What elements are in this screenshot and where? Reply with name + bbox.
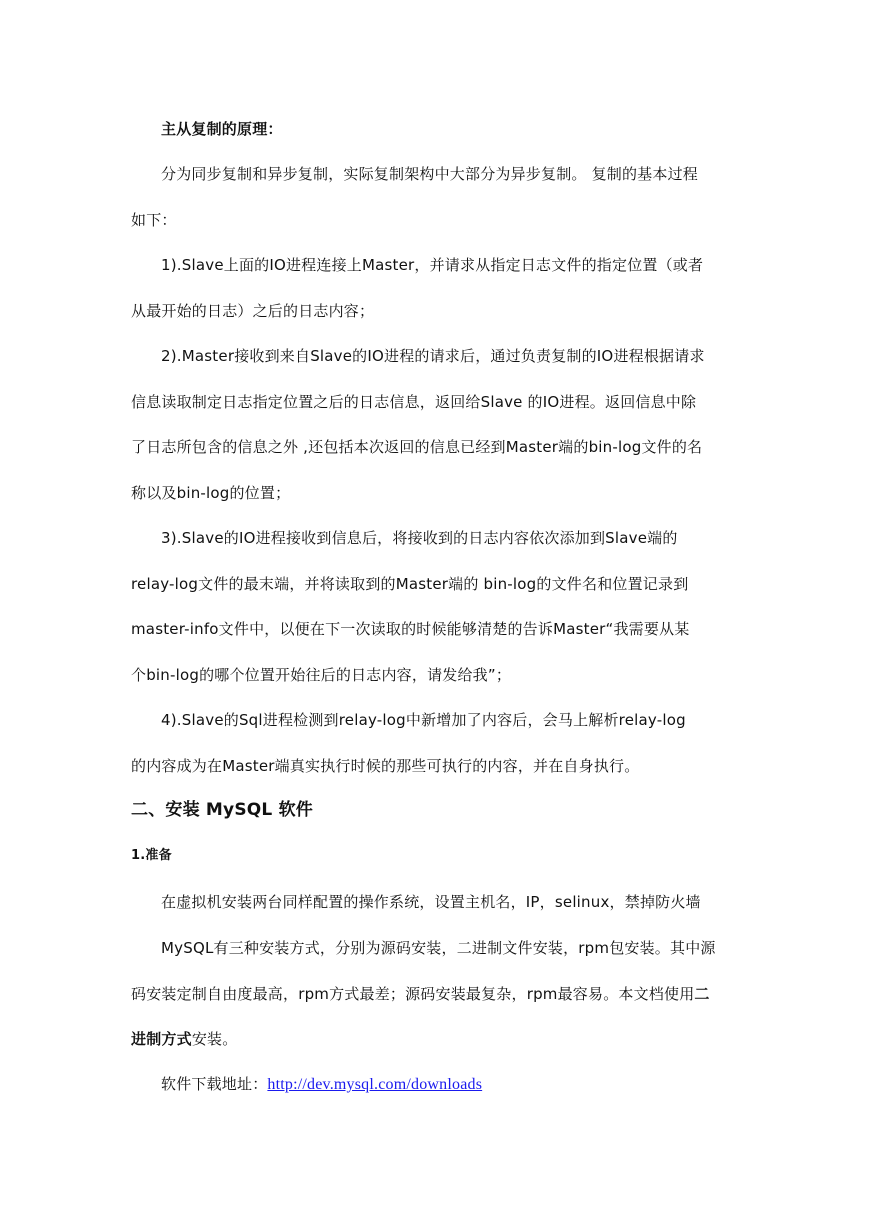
intro-paragraph-line: 如下： [131,211,177,229]
methods-emphasis: 进制方式 [131,1030,192,1048]
step3-line: 个bin-log的哪个位置开始往后的日志内容，请发给我”； [131,666,512,684]
download-line [161,1074,741,1095]
step4-line: 4).Slave的Sql进程检测到relay-log中新增加了内容后，会马上解析relay-log [161,711,686,729]
section-title-install-mysql: 二、安装 MySQL 软件 [131,800,313,820]
step3-line: 3).Slave的IO进程接收到信息后，将接收到的日志内容依次添加到Slave端的 [161,529,678,547]
methods-emphasis: 二 [694,985,710,1003]
download-link[interactable]: http://dev.mysql.com/downloads [267,1076,483,1093]
step4-line: 的内容成为在Master端真实执行时候的那些可执行的内容，并在自身执行。 [131,757,640,775]
methods-paragraph-line [131,984,741,1004]
prep-paragraph-line: 在虚拟机安装两台同样配置的操作系统，设置主机名，IP，selinux，禁掉防火墙 [161,893,701,911]
intro-paragraph-line: 分为同步复制和异步复制，实际复制架构中大部分为异步复制。 复制的基本过程 [161,165,698,183]
step1-line: 从最开始的日志）之后的日志内容； [131,302,375,320]
methods-paragraph-line [131,1029,741,1049]
step2-line: 称以及bin-log的位置； [131,484,291,502]
step1-line: 1).Slave上面的IO进程连接上Master，并请求从指定日志文件的指定位置（或者 [161,256,704,274]
methods-paragraph-line: MySQL有三种安装方式，分别为源码安装，二进制文件安装，rpm包安装。其中源 [161,939,716,957]
subsection-title-preparation: 1.准备 [131,848,172,863]
download-label: 软件下载地址： [161,1075,268,1093]
step2-line: 了日志所包含的信息之外 ,还包括本次返回的信息已经到Master端的bin-log文件的名 [131,438,703,456]
section-title-replication-principle: 主从复制的原理： [161,120,283,138]
methods-text: 码安装定制自由度最高，rpm方式最差；源码安装最复杂，rpm最容易。本文档使用 [131,985,695,1003]
step3-line: relay-log文件的最末端，并将读取到的Master端的 bin-log的文件名和位置记录到 [131,575,689,593]
step3-line: master-info文件中，以便在下一次读取的时候能够清楚的告诉Master“我需要从某 [131,620,690,638]
step2-line: 信息读取制定日志指定位置之后的日志信息，返回给Slave 的IO进程。返回信息中除 [131,393,697,411]
methods-text: 安装。 [191,1030,238,1048]
step2-line: 2).Master接收到来自Slave的IO进程的请求后，通过负责复制的IO进程根据请求 [161,347,705,365]
